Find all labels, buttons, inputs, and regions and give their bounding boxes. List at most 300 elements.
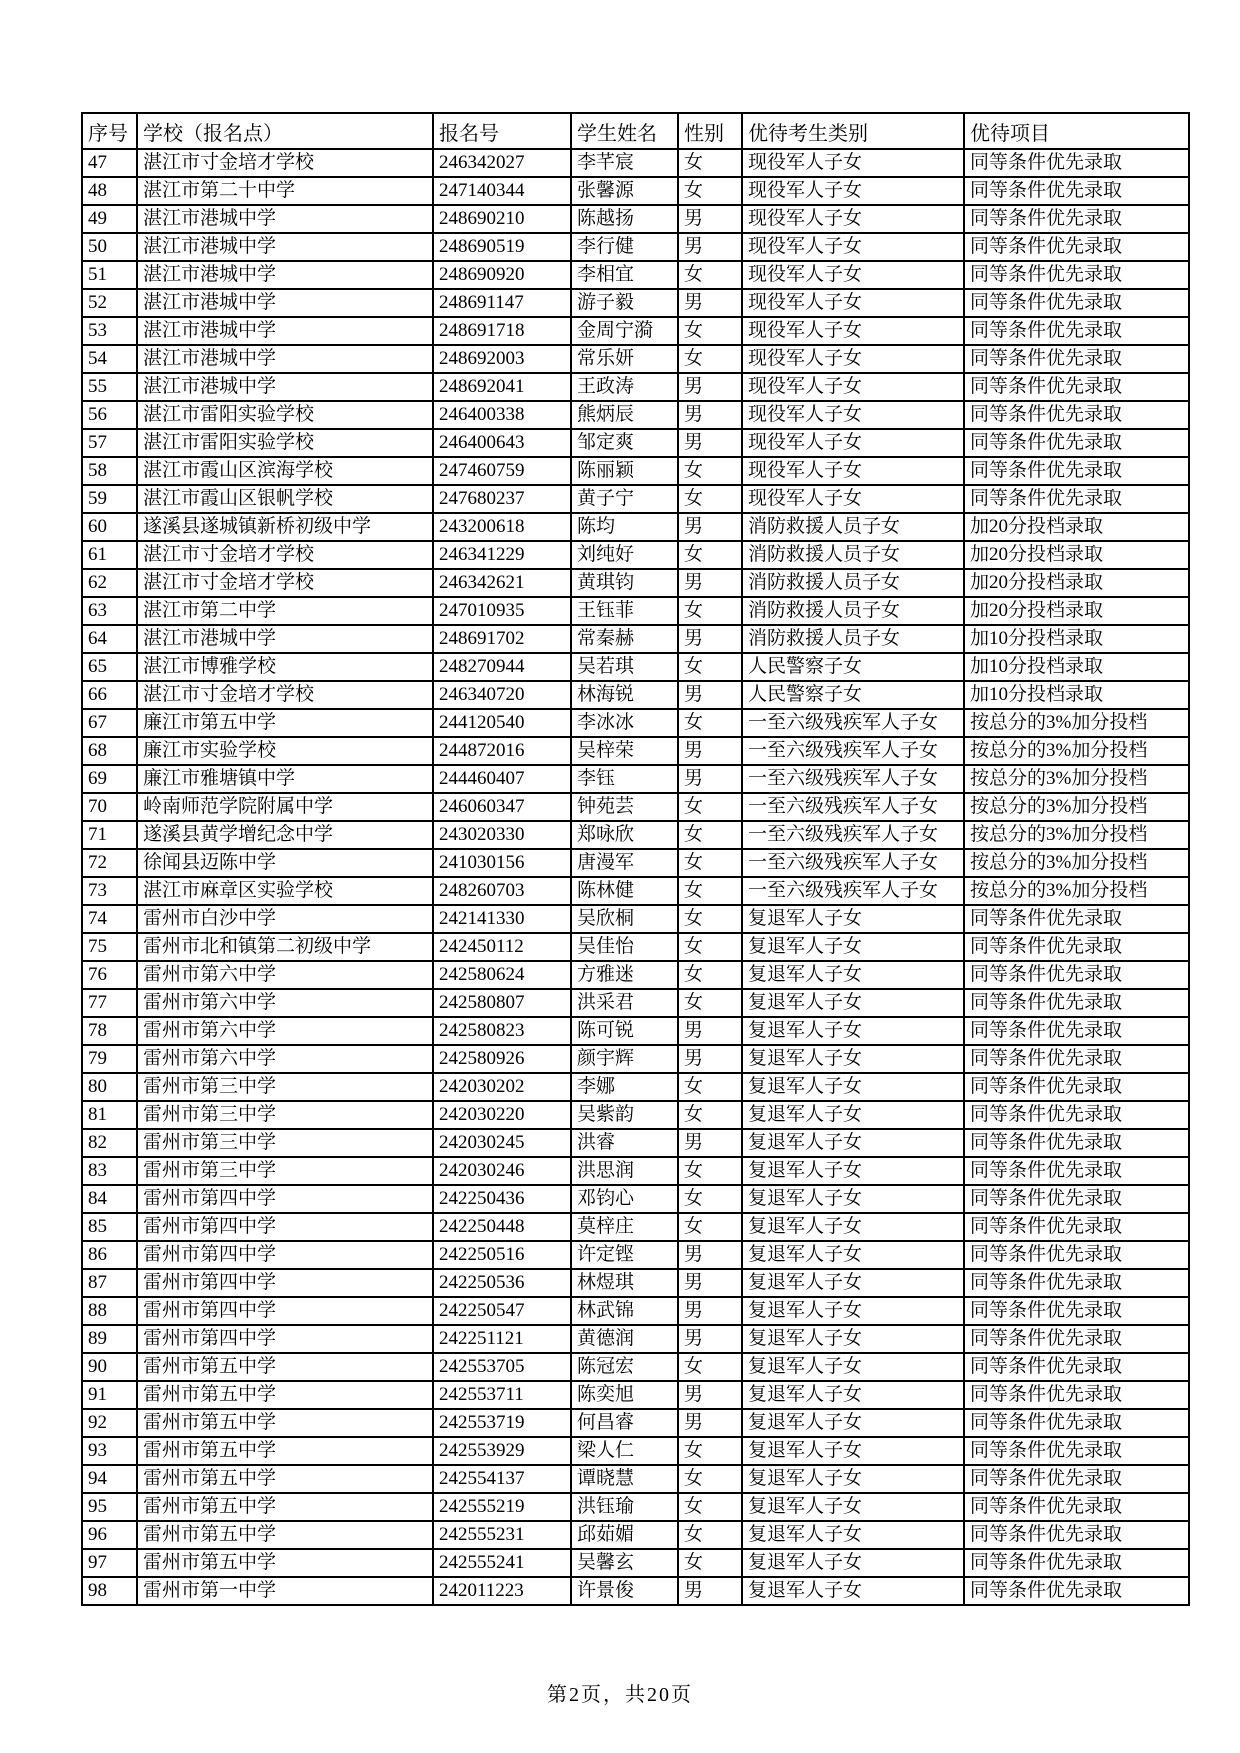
seq-cell: 95 [82,1493,137,1521]
student-name-cell: 邱茹媚 [571,1521,678,1549]
gender-cell: 女 [678,345,742,373]
reg-no-cell: 242030245 [433,1129,571,1157]
school-cell: 岭南师范学院附属中学 [137,793,433,821]
category-cell: 现役军人子女 [742,177,964,205]
reg-no-cell: 242030220 [433,1101,571,1129]
table-row [82,1353,1189,1381]
student-name-cell: 吴紫韵 [571,1101,678,1129]
category-cell: 一至六级残疾军人子女 [742,849,964,877]
reg-no-cell: 242141330 [433,905,571,933]
category-cell: 复退军人子女 [742,1073,964,1101]
school-cell: 雷州市第四中学 [137,1185,433,1213]
benefit-cell: 加20分投档录取 [964,541,1189,569]
table-row [82,1269,1189,1297]
gender-cell: 女 [678,1157,742,1185]
benefit-cell: 同等条件优先录取 [964,429,1189,457]
student-name-cell: 李行健 [571,233,678,261]
gender-cell: 男 [678,373,742,401]
benefit-cell: 同等条件优先录取 [964,1549,1189,1577]
category-cell: 复退军人子女 [742,1241,964,1269]
school-cell: 雷州市白沙中学 [137,905,433,933]
table-row [82,569,1189,597]
table-row [82,1073,1189,1101]
benefit-cell: 同等条件优先录取 [964,1493,1189,1521]
category-cell: 复退军人子女 [742,1045,964,1073]
gender-cell: 女 [678,261,742,289]
category-cell: 一至六级残疾军人子女 [742,877,964,905]
seq-cell: 57 [82,429,137,457]
table-row [82,1409,1189,1437]
school-cell: 湛江市雷阳实验学校 [137,429,433,457]
student-name-cell: 吴梓荣 [571,737,678,765]
student-name-cell: 吴佳怡 [571,933,678,961]
category-cell: 复退军人子女 [742,1213,964,1241]
gender-cell: 男 [678,1129,742,1157]
student-name-cell: 黄德润 [571,1325,678,1353]
category-cell: 复退军人子女 [742,1353,964,1381]
school-cell: 雷州市第五中学 [137,1549,433,1577]
student-name-cell: 梁人仁 [571,1437,678,1465]
table-body [82,149,1189,1605]
seq-cell: 54 [82,345,137,373]
benefit-cell: 同等条件优先录取 [964,1185,1189,1213]
table-row [82,1045,1189,1073]
reg-no-cell: 247140344 [433,177,571,205]
seq-cell: 90 [82,1353,137,1381]
table-header [82,113,1189,149]
reg-no-cell: 242011223 [433,1577,571,1605]
school-cell: 雷州市第四中学 [137,1241,433,1269]
gender-cell: 女 [678,485,742,513]
benefit-cell: 按总分的3%加分投档 [964,849,1189,877]
reg-no-cell: 246400643 [433,429,571,457]
benefit-cell: 同等条件优先录取 [964,1157,1189,1185]
school-cell: 遂溪县黄学增纪念中学 [137,821,433,849]
reg-no-cell: 242555241 [433,1549,571,1577]
category-cell: 现役军人子女 [742,457,964,485]
school-cell: 廉江市第五中学 [137,709,433,737]
category-cell: 复退军人子女 [742,989,964,1017]
school-cell: 湛江市港城中学 [137,205,433,233]
reg-no-cell: 242555231 [433,1521,571,1549]
seq-cell: 93 [82,1437,137,1465]
category-cell: 现役军人子女 [742,401,964,429]
table-row [82,205,1189,233]
benefit-cell: 同等条件优先录取 [964,149,1189,177]
table-row [82,793,1189,821]
reg-no-cell: 242250448 [433,1213,571,1241]
reg-no-cell: 242030246 [433,1157,571,1185]
seq-cell: 65 [82,653,137,681]
reg-no-cell: 246400338 [433,401,571,429]
seq-cell: 96 [82,1521,137,1549]
seq-cell: 73 [82,877,137,905]
seq-cell: 55 [82,373,137,401]
category-cell: 消防救援人员子女 [742,513,964,541]
student-name-cell: 吴若琪 [571,653,678,681]
student-name-cell: 陈越扬 [571,205,678,233]
category-cell: 复退军人子女 [742,1297,964,1325]
reg-no-cell: 248260703 [433,877,571,905]
school-cell: 湛江市寸金培才学校 [137,681,433,709]
reg-no-cell: 243020330 [433,821,571,849]
gender-cell: 女 [678,821,742,849]
benefit-cell: 同等条件优先录取 [964,1353,1189,1381]
student-name-cell: 洪采君 [571,989,678,1017]
category-cell: 复退军人子女 [742,1437,964,1465]
benefit-cell: 同等条件优先录取 [964,177,1189,205]
benefit-cell: 同等条件优先录取 [964,457,1189,485]
gender-cell: 女 [678,1437,742,1465]
category-cell: 复退军人子女 [742,1129,964,1157]
table-row [82,709,1189,737]
table-row [82,1241,1189,1269]
category-cell: 消防救援人员子女 [742,569,964,597]
seq-cell: 91 [82,1381,137,1409]
school-cell: 湛江市港城中学 [137,261,433,289]
category-cell: 现役军人子女 [742,149,964,177]
student-name-cell: 陈奕旭 [571,1381,678,1409]
reg-no-cell: 242580807 [433,989,571,1017]
category-cell: 复退军人子女 [742,1493,964,1521]
category-cell: 消防救援人员子女 [742,541,964,569]
gender-cell: 女 [678,1185,742,1213]
school-cell: 湛江市麻章区实验学校 [137,877,433,905]
seq-cell: 69 [82,765,137,793]
table-row [82,289,1189,317]
student-name-cell: 金周宁漪 [571,317,678,345]
student-name-cell: 莫梓庄 [571,1213,678,1241]
student-name-cell: 李冰冰 [571,709,678,737]
seq-cell: 78 [82,1017,137,1045]
school-cell: 湛江市港城中学 [137,317,433,345]
student-name-cell: 黄子宁 [571,485,678,513]
gender-cell: 女 [678,149,742,177]
seq-cell: 48 [82,177,137,205]
reg-no-cell: 242580624 [433,961,571,989]
student-name-cell: 林海锐 [571,681,678,709]
seq-cell: 60 [82,513,137,541]
school-cell: 湛江市寸金培才学校 [137,149,433,177]
seq-cell: 53 [82,317,137,345]
column-header-category: 优待考生类别 [742,113,964,149]
table-row [82,345,1189,373]
school-cell: 雷州市第五中学 [137,1493,433,1521]
reg-no-cell: 246342027 [433,149,571,177]
reg-no-cell: 242553711 [433,1381,571,1409]
seq-cell: 72 [82,849,137,877]
table-row [82,1521,1189,1549]
school-cell: 湛江市寸金培才学校 [137,541,433,569]
school-cell: 雷州市第五中学 [137,1381,433,1409]
benefit-cell: 按总分的3%加分投档 [964,737,1189,765]
category-cell: 人民警察子女 [742,681,964,709]
reg-no-cell: 246342621 [433,569,571,597]
gender-cell: 男 [678,681,742,709]
gender-cell: 男 [678,233,742,261]
seq-cell: 64 [82,625,137,653]
benefit-cell: 同等条件优先录取 [964,233,1189,261]
reg-no-cell: 248690920 [433,261,571,289]
table-row [82,1101,1189,1129]
category-cell: 一至六级残疾军人子女 [742,765,964,793]
benefit-cell: 按总分的3%加分投档 [964,709,1189,737]
reg-no-cell: 242250516 [433,1241,571,1269]
benefit-cell: 同等条件优先录取 [964,205,1189,233]
school-cell: 湛江市港城中学 [137,373,433,401]
gender-cell: 男 [678,1325,742,1353]
benefit-cell: 同等条件优先录取 [964,1577,1189,1605]
seq-cell: 51 [82,261,137,289]
seq-cell: 59 [82,485,137,513]
category-cell: 复退军人子女 [742,961,964,989]
student-name-cell: 张馨源 [571,177,678,205]
student-name-cell: 洪钰瑜 [571,1493,678,1521]
category-cell: 复退军人子女 [742,1269,964,1297]
seq-cell: 87 [82,1269,137,1297]
school-cell: 湛江市港城中学 [137,345,433,373]
benefit-cell: 加10分投档录取 [964,625,1189,653]
student-name-cell: 林煜琪 [571,1269,678,1297]
column-header-gender: 性别 [678,113,742,149]
student-name-cell: 何昌睿 [571,1409,678,1437]
table-row [82,1437,1189,1465]
reg-no-cell: 248691718 [433,317,571,345]
student-name-cell: 常秦赫 [571,625,678,653]
gender-cell: 男 [678,1045,742,1073]
category-cell: 现役军人子女 [742,373,964,401]
gender-cell: 女 [678,1353,742,1381]
gender-cell: 女 [678,1101,742,1129]
student-name-cell: 郑咏欣 [571,821,678,849]
category-cell: 复退军人子女 [742,1157,964,1185]
seq-cell: 61 [82,541,137,569]
gender-cell: 女 [678,905,742,933]
gender-cell: 女 [678,1493,742,1521]
school-cell: 雷州市北和镇第二初级中学 [137,933,433,961]
seq-cell: 50 [82,233,137,261]
reg-no-cell: 248690519 [433,233,571,261]
category-cell: 人民警察子女 [742,653,964,681]
student-name-cell: 吴馨玄 [571,1549,678,1577]
benefit-cell: 同等条件优先录取 [964,1017,1189,1045]
student-name-cell: 黄琪钧 [571,569,678,597]
school-cell: 湛江市港城中学 [137,289,433,317]
gender-cell: 男 [678,1241,742,1269]
category-cell: 复退军人子女 [742,1185,964,1213]
seq-cell: 49 [82,205,137,233]
benefit-cell: 按总分的3%加分投档 [964,821,1189,849]
category-cell: 复退军人子女 [742,933,964,961]
benefit-cell: 同等条件优先录取 [964,1465,1189,1493]
seq-cell: 84 [82,1185,137,1213]
student-name-cell: 王钰菲 [571,597,678,625]
reg-no-cell: 242555219 [433,1493,571,1521]
student-name-cell: 许定铿 [571,1241,678,1269]
student-name-cell: 陈冠宏 [571,1353,678,1381]
reg-no-cell: 242553929 [433,1437,571,1465]
seq-cell: 79 [82,1045,137,1073]
reg-no-cell: 248692041 [433,373,571,401]
school-cell: 湛江市寸金培才学校 [137,569,433,597]
table-row [82,681,1189,709]
reg-no-cell: 247680237 [433,485,571,513]
benefit-cell: 同等条件优先录取 [964,345,1189,373]
benefit-cell: 同等条件优先录取 [964,989,1189,1017]
seq-cell: 67 [82,709,137,737]
reg-no-cell: 242554137 [433,1465,571,1493]
seq-cell: 76 [82,961,137,989]
benefit-cell: 加20分投档录取 [964,597,1189,625]
benefit-cell: 同等条件优先录取 [964,1045,1189,1073]
table-row [82,1381,1189,1409]
benefit-cell: 同等条件优先录取 [964,1241,1189,1269]
table-row [82,989,1189,1017]
column-header-school: 学校（报名点） [137,113,433,149]
gender-cell: 女 [678,989,742,1017]
category-cell: 现役军人子女 [742,429,964,457]
reg-no-cell: 246060347 [433,793,571,821]
table-row [82,401,1189,429]
gender-cell: 女 [678,541,742,569]
gender-cell: 女 [678,877,742,905]
reg-no-cell: 248692003 [433,345,571,373]
school-cell: 雷州市第四中学 [137,1297,433,1325]
reg-no-cell: 242553719 [433,1409,571,1437]
benefit-cell: 同等条件优先录取 [964,905,1189,933]
gender-cell: 女 [678,933,742,961]
gender-cell: 男 [678,625,742,653]
category-cell: 复退军人子女 [742,1101,964,1129]
school-cell: 雷州市第五中学 [137,1465,433,1493]
table-row [82,597,1189,625]
table-row [82,1549,1189,1577]
student-name-cell: 钟苑芸 [571,793,678,821]
student-name-cell: 陈均 [571,513,678,541]
benefit-cell: 同等条件优先录取 [964,1213,1189,1241]
seq-cell: 83 [82,1157,137,1185]
preferential-students-table [81,112,1190,1606]
category-cell: 一至六级残疾军人子女 [742,793,964,821]
school-cell: 雷州市第三中学 [137,1101,433,1129]
table-row [82,317,1189,345]
school-cell: 雷州市第三中学 [137,1073,433,1101]
table-row [82,625,1189,653]
school-cell: 湛江市第二中学 [137,597,433,625]
school-cell: 廉江市实验学校 [137,737,433,765]
gender-cell: 女 [678,1213,742,1241]
student-name-cell: 李芊宸 [571,149,678,177]
reg-no-cell: 248691702 [433,625,571,653]
gender-cell: 女 [678,793,742,821]
benefit-cell: 同等条件优先录取 [964,961,1189,989]
benefit-cell: 同等条件优先录取 [964,485,1189,513]
seq-cell: 89 [82,1325,137,1353]
school-cell: 雷州市第六中学 [137,1045,433,1073]
category-cell: 一至六级残疾军人子女 [742,737,964,765]
reg-no-cell: 246341229 [433,541,571,569]
student-name-cell: 陈林健 [571,877,678,905]
reg-no-cell: 242450112 [433,933,571,961]
student-name-cell: 唐漫军 [571,849,678,877]
seq-cell: 86 [82,1241,137,1269]
category-cell: 现役军人子女 [742,261,964,289]
table-row [82,765,1189,793]
student-name-cell: 李钰 [571,765,678,793]
gender-cell: 男 [678,1381,742,1409]
student-name-cell: 陈可锐 [571,1017,678,1045]
benefit-cell: 同等条件优先录取 [964,1437,1189,1465]
school-cell: 雷州市第五中学 [137,1409,433,1437]
benefit-cell: 同等条件优先录取 [964,289,1189,317]
school-cell: 雷州市第三中学 [137,1129,433,1157]
gender-cell: 女 [678,457,742,485]
student-name-cell: 常乐妍 [571,345,678,373]
seq-cell: 80 [82,1073,137,1101]
category-cell: 现役军人子女 [742,485,964,513]
gender-cell: 女 [678,709,742,737]
table-row [82,1129,1189,1157]
category-cell: 消防救援人员子女 [742,625,964,653]
reg-no-cell: 248270944 [433,653,571,681]
school-cell: 雷州市第六中学 [137,1017,433,1045]
reg-no-cell: 248691147 [433,289,571,317]
reg-no-cell: 241030156 [433,849,571,877]
school-cell: 湛江市第二十中学 [137,177,433,205]
school-cell: 雷州市第五中学 [137,1437,433,1465]
benefit-cell: 同等条件优先录取 [964,1269,1189,1297]
reg-no-cell: 248690210 [433,205,571,233]
column-header-name: 学生姓名 [571,113,678,149]
school-cell: 遂溪县遂城镇新桥初级中学 [137,513,433,541]
page-number-footer: 第2页，共20页 [547,1684,693,1706]
school-cell: 湛江市港城中学 [137,625,433,653]
seq-cell: 62 [82,569,137,597]
category-cell: 消防救援人员子女 [742,597,964,625]
benefit-cell: 同等条件优先录取 [964,373,1189,401]
gender-cell: 女 [678,1549,742,1577]
gender-cell: 男 [678,401,742,429]
seq-cell: 94 [82,1465,137,1493]
benefit-cell: 同等条件优先录取 [964,317,1189,345]
student-name-cell: 谭晓慧 [571,1465,678,1493]
benefit-cell: 按总分的3%加分投档 [964,877,1189,905]
gender-cell: 男 [678,737,742,765]
category-cell: 复退军人子女 [742,1017,964,1045]
student-name-cell: 熊炳辰 [571,401,678,429]
table-row [82,1157,1189,1185]
seq-cell: 77 [82,989,137,1017]
category-cell: 复退军人子女 [742,1465,964,1493]
table-row [82,233,1189,261]
reg-no-cell: 242250436 [433,1185,571,1213]
school-cell: 雷州市第四中学 [137,1213,433,1241]
student-name-cell: 李娜 [571,1073,678,1101]
benefit-cell: 同等条件优先录取 [964,1297,1189,1325]
school-cell: 雷州市第三中学 [137,1157,433,1185]
table-row [82,1465,1189,1493]
student-name-cell: 邓钧心 [571,1185,678,1213]
table-row [82,513,1189,541]
category-cell: 复退军人子女 [742,1409,964,1437]
benefit-cell: 按总分的3%加分投档 [964,793,1189,821]
category-cell: 现役军人子女 [742,205,964,233]
gender-cell: 女 [678,177,742,205]
reg-no-cell: 247010935 [433,597,571,625]
student-name-cell: 陈丽颖 [571,457,678,485]
column-header-reg-no: 报名号 [433,113,571,149]
gender-cell: 男 [678,513,742,541]
